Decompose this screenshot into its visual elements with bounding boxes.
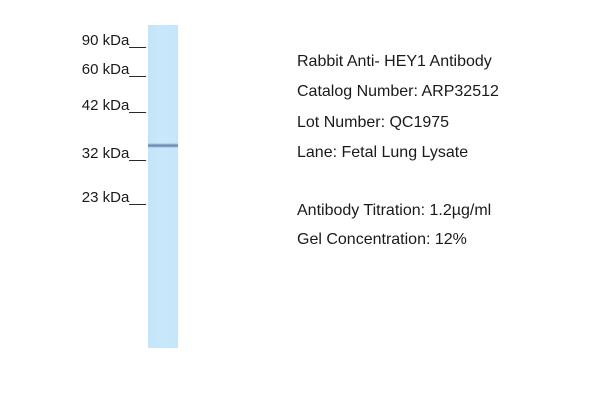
lane-description: Lane: Fetal Lung Lysate <box>297 144 469 161</box>
marker-label: 32 kDa__ <box>81 145 146 162</box>
antibody-titration: Antibody Titration: 1.2µg/ml <box>297 202 492 219</box>
antibody-name: Rabbit Anti- HEY1 Antibody <box>297 53 492 70</box>
marker-label: 90 kDa__ <box>81 32 146 49</box>
marker-label: 60 kDa__ <box>81 61 146 78</box>
marker-label: 42 kDa__ <box>81 97 146 114</box>
gel-lane <box>148 25 178 348</box>
marker-label: 23 kDa__ <box>81 189 146 206</box>
gel-concentration: Gel Concentration: 12% <box>297 231 467 248</box>
catalog-number: Catalog Number: ARP32512 <box>297 83 499 100</box>
protein-band <box>148 143 178 148</box>
lot-number: Lot Number: QC1975 <box>297 114 450 131</box>
